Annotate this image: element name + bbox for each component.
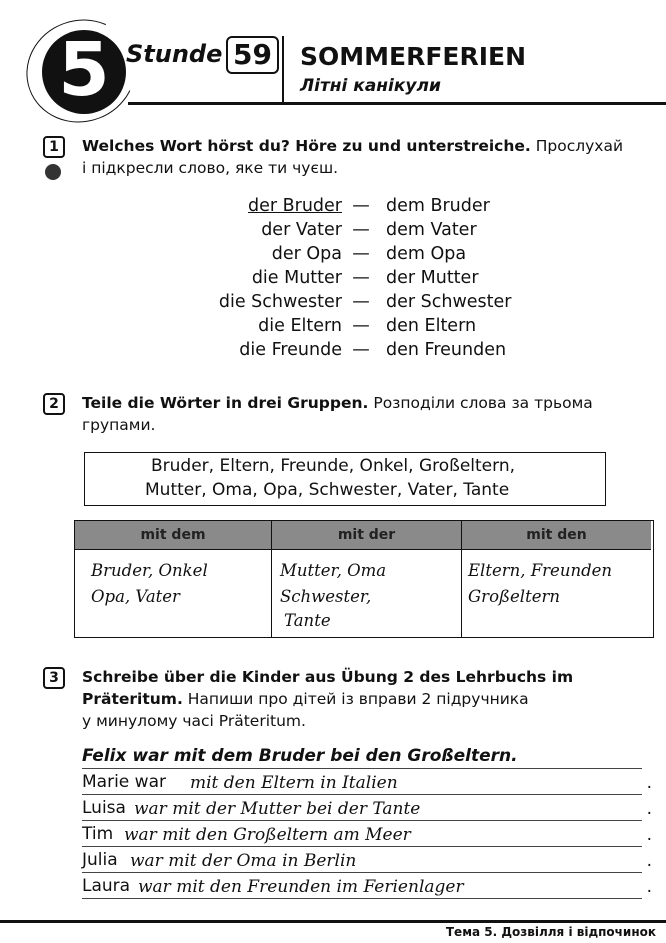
task-2-instruction-ua-2: групами.: [82, 416, 156, 434]
child-name: Marie war: [82, 772, 166, 792]
header-rule: [128, 102, 666, 105]
child-name: Luisa: [82, 798, 126, 818]
pair-left: die Freunde: [239, 340, 342, 360]
answer-line: [82, 848, 652, 873]
task-1-number: 1: [43, 136, 65, 158]
group-entry: Schwester,: [280, 587, 372, 606]
task-3-number: 3: [43, 667, 65, 689]
word-pair: [0, 268, 666, 292]
answer-line: [82, 770, 652, 795]
line-end: .: [646, 799, 652, 819]
handwritten-answer: mit den Eltern in Italien: [190, 773, 398, 793]
word-pair: [0, 244, 666, 268]
example-sentence: Felix war mit dem Bruder bei den Großeltern.: [82, 746, 518, 766]
task-1-instruction: [82, 135, 652, 179]
pair-dash: —: [352, 244, 370, 264]
pair-right: dem Bruder: [386, 196, 490, 216]
task-3-instruction-de-1: Schreibe über die Kinder aus Übung 2 des Lehrbuchs im: [82, 668, 574, 686]
task-3-instruction-ua-2: у минулому часі Präteritum.: [82, 712, 306, 730]
pair-left: die Eltern: [258, 316, 342, 336]
pair-dash: —: [352, 196, 370, 216]
word-bank: [84, 452, 606, 506]
word-pair: [0, 292, 666, 316]
word-pair: [0, 220, 666, 244]
pair-left: die Mutter: [251, 268, 342, 288]
group-entry: Opa, Vater: [91, 587, 180, 606]
pair-dash: —: [352, 220, 370, 240]
task-2-instruction-de: Teile die Wörter in drei Gruppen.: [82, 394, 369, 412]
word-pair: [0, 316, 666, 340]
footer-text: Тема 5. Дозвілля і відпочинок: [445, 925, 656, 939]
pair-left: der Opa: [271, 244, 342, 264]
handwritten-answer: war mit der Mutter bei der Tante: [134, 799, 421, 819]
page-subtitle: Літні канікули: [300, 76, 441, 96]
group-column: [462, 521, 651, 637]
pair-right: dem Opa: [386, 244, 467, 264]
child-name: Laura: [82, 876, 131, 896]
line-end: .: [646, 773, 652, 793]
task-1-instruction-ua-2: і підкресли слово, яке ти чуєш.: [82, 159, 339, 177]
stunde-label: Stunde: [126, 40, 223, 68]
line-end: .: [646, 825, 652, 845]
pair-left: die Schwester: [218, 292, 342, 312]
task-1-instruction-ua-1: Прослухай: [530, 137, 624, 155]
task-3-instruction-de-2: Präteritum.: [82, 690, 183, 708]
word-pair: [0, 340, 666, 364]
child-name: Julia: [82, 850, 118, 870]
pair-dash: —: [352, 340, 370, 360]
pair-right: dem Vater: [386, 220, 477, 240]
group-entry: Mutter, Oma: [280, 561, 387, 580]
line-end: .: [646, 851, 652, 871]
task-2-number: 2: [43, 393, 65, 415]
handwritten-answer: war mit den Freunden im Ferienlager: [138, 877, 464, 897]
group-entry: Tante: [284, 611, 331, 630]
group-entry: Bruder, Onkel: [91, 561, 208, 580]
group-header: mit dem: [75, 521, 271, 550]
task-3-instruction-ua-1: Напиши про дітей із вправи 2 підручника: [182, 690, 529, 708]
line-end: .: [646, 877, 652, 897]
pair-right: den Freunden: [386, 340, 507, 360]
lesson-number: 5: [58, 27, 110, 113]
task-1-instruction-de: Welches Wort hörst du? Höre zu und unterstreiche.: [82, 137, 531, 155]
group-column: [272, 521, 462, 637]
pair-right: der Schwester: [386, 292, 512, 312]
pair-dash: —: [352, 292, 370, 312]
audio-icon: [45, 164, 61, 180]
task-2-instruction: [82, 392, 652, 436]
header-divider: [282, 36, 284, 102]
word-bank-line-2: Mutter, Oma, Opa, Schwester, Vater, Tante: [145, 480, 510, 500]
task-2-instruction-ua-1: Розподіли слова за трьома: [368, 394, 593, 412]
footer-rule: [0, 920, 666, 923]
word-pair: [0, 196, 666, 220]
groups-table: [74, 520, 654, 638]
example-line: [82, 744, 642, 769]
child-name: Tim: [82, 824, 114, 844]
answer-line: [82, 796, 652, 821]
group-entry: Großeltern: [468, 587, 560, 606]
pair-left: der Vater: [261, 220, 342, 240]
page-title: SOMMERFERIEN: [300, 42, 527, 71]
pair-dash: —: [352, 268, 370, 288]
pair-right: der Mutter: [386, 268, 479, 288]
group-header: mit den: [462, 521, 651, 550]
word-bank-line-1: Bruder, Eltern, Freunde, Onkel, Großeltern,: [151, 456, 516, 476]
answer-line: [82, 822, 652, 847]
group-header: mit der: [272, 521, 461, 550]
pair-right: den Eltern: [386, 316, 477, 336]
pair-left: der Bruder: [248, 196, 342, 216]
answer-line: [82, 874, 652, 899]
handwritten-answer: war mit den Großeltern am Meer: [124, 825, 411, 845]
handwritten-answer: war mit der Oma in Berlin: [130, 851, 357, 871]
pair-dash: —: [352, 316, 370, 336]
task-3-instruction: [82, 666, 652, 732]
group-entry: Eltern, Freunden: [468, 561, 613, 580]
stunde-number: 59: [226, 36, 279, 74]
group-column: [75, 521, 272, 637]
